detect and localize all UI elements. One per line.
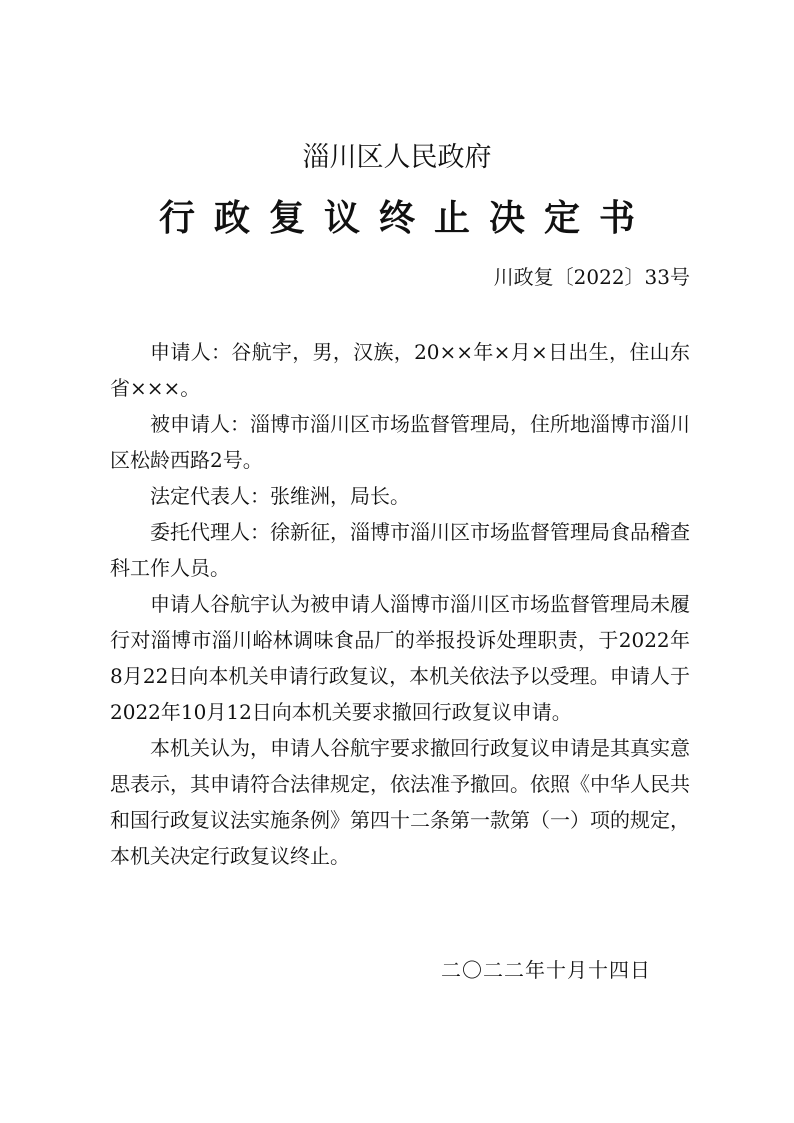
document-title: 行政复议终止决定书 [158,197,654,239]
paragraph-decision: 本机关认为，申请人谷航宇要求撤回行政复议申请是其真实意思表示，其申请符合法律规定，依法准予撤回。依照《中华人民共和国行政复议法实施条例》第四十二条第一款第（一）项的规定，本机关决定行政复议终止。 [110,736,690,868]
paragraph-authorized-agent: 委托代理人：徐新征，淄博市淄川区市场监督管理局食品稽查科工作人员。 [110,520,690,580]
paragraph-legal-representative: 法定代表人：张维洲，局长。 [150,484,410,508]
document-number: 川政复〔2022〕33号 [493,265,690,289]
decision-date: 二〇二二年十月十四日 [441,958,651,982]
document-body [110,334,690,874]
issuing-authority: 淄川区人民政府 [302,142,492,173]
paragraph-facts: 申请人谷航宇认为被申请人淄博市淄川区市场监督管理局未履行对淄博市淄川峪林调味食品厂的举报投诉处理职责，于2022年8月22日向本机关申请行政复议，本机关依法予以受理。申请人于2022年10月12日向本机关要求撤回行政复议申请。 [110,592,690,724]
paragraph-applicant: 申请人：谷航宇，男，汉族，20××年×月×日出生，住山东省×××。 [110,340,690,400]
paragraph-respondent: 被申请人：淄博市淄川区市场监督管理局，住所地淄博市淄川区松龄西路2号。 [110,412,690,472]
